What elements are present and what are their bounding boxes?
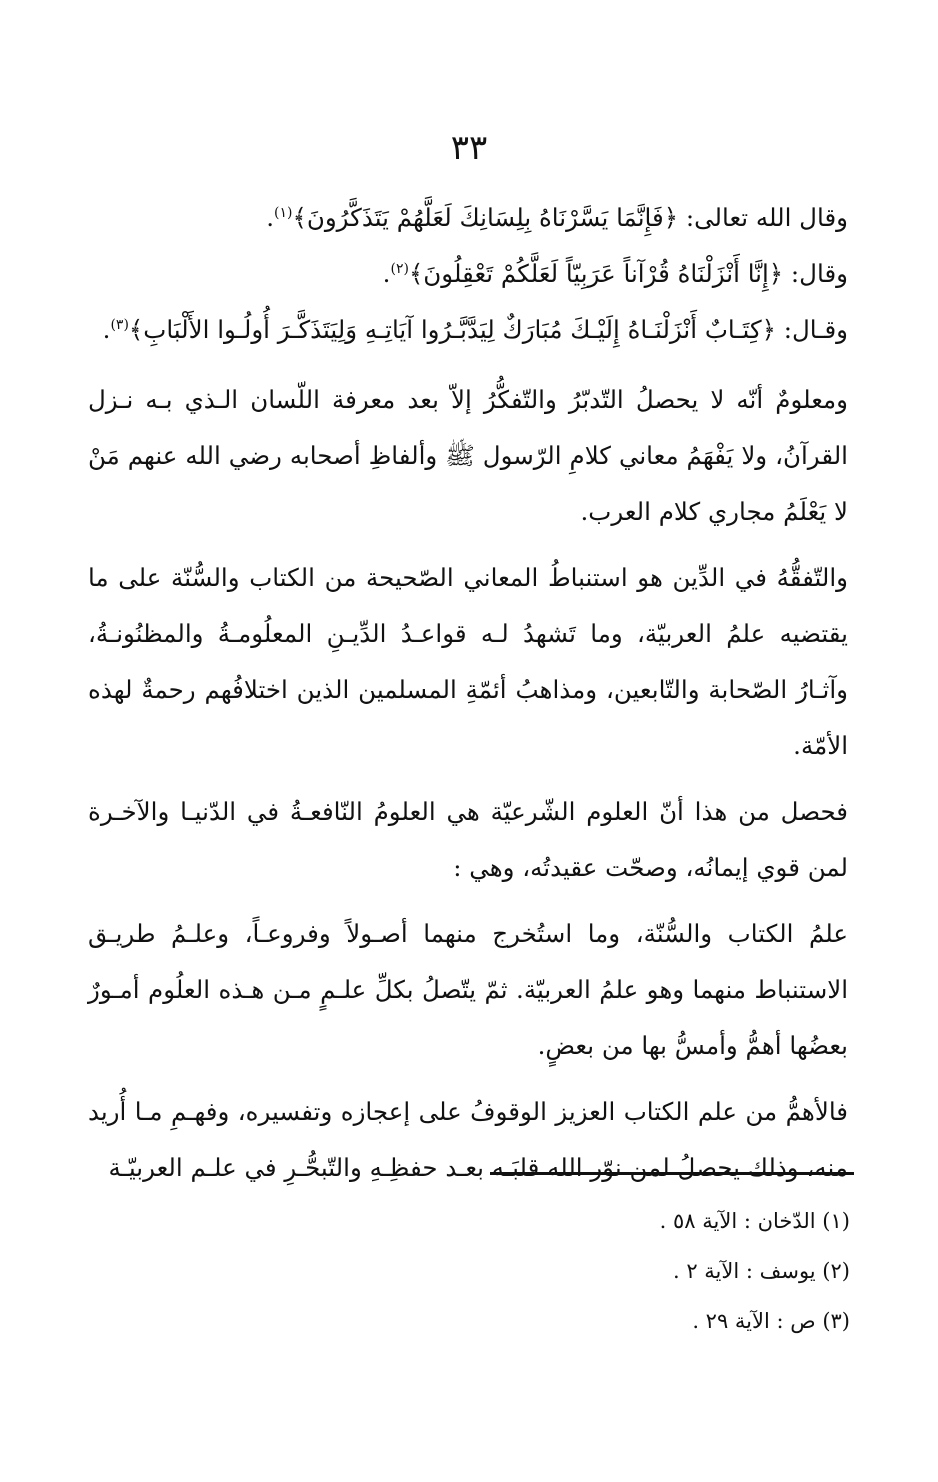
main-text — [88, 190, 848, 1206]
footnote-divider — [490, 1172, 854, 1175]
paragraph: فالأهمُّ من علم الكتاب العزيز الوقوفُ على إعجازه وتفسيره، وفهـمِ مـا أُريد منه، وذلك يحصلُ لمن نوّر الله قلبَـه بعـد حفظِـهِ والتّبحُّـرِ في علـم العربيّـة — [88, 1097, 848, 1182]
verse-end: . — [266, 203, 274, 232]
footnote: (٣) ص : الآية ٢٩ . — [692, 1309, 850, 1333]
footnote-reference[interactable]: (٢) — [390, 260, 409, 277]
paragraph: ومعلومٌ أنّه لا يحصلُ التّدبّرُ والتّفكُّرُ إلاّ بعد معرفة اللّسان الـذي بـه نـزل القرآنُ، ولا يَفْهَمُ معاني كلامِ الرّسول ﷺ وألفاظِ أصحابه رضي الله عنهم مَنْ لا يَعْلَمُ مجاري كلام العرب. — [88, 385, 848, 526]
verse-end: . — [102, 315, 111, 344]
paragraph: فحصل من هذا أنّ العلوم الشّرعيّة هي العلومُ النّافعـةُ في الدّنيـا والآخـرة لمن قوي إيمانُه، وصحّت عقيدتُه، وهي : — [88, 797, 848, 882]
footnote: (٢) يوسف : الآية ٢ . — [672, 1259, 850, 1283]
paragraph: علمُ الكتاب والسُّنّة، وما استُخرج منهما أصـولاً وفروعـاً، وعلـمُ طريـق الاستنباط منهما وهو علمُ العربيّة. ثمّ يتّصلُ بكلِّ علـمٍ مـن هـذه العلُوم أمـورٌ بعضُها أهمُّ وأمسُّ بها من بعضٍ. — [88, 919, 848, 1060]
quran-verse-quote — [88, 246, 848, 302]
paragraph: والتّفقُّهُ في الدِّين هو استنباطُ المعاني الصّحيحة من الكتاب والسُّنّة على ما يقتضيه علمُ العربيّة، وما تَشهدُ لـه قواعـدُ الدِّيـنِ المعلُومـةُ والمظنُونـةُ، وآثـارُ الصّحابة والتّابعين، ومذاهبُ أئمّةِ المسلمين الذين اختلافُهم رحمةٌ لهذه الأمّة. — [88, 563, 848, 760]
verse-text: ﴿إِنَّا أَنْزَلْنَاهُ قُرْآناً عَرَبِيّاً لَعَلَّكُمْ تَعْقِلُونَ﴾ — [408, 259, 784, 288]
footnote-reference[interactable]: (٣) — [110, 316, 129, 333]
footnote: (١) الدّخان : الآية ٥٨ . — [659, 1209, 850, 1233]
quran-verse-quote — [88, 190, 848, 246]
verse-text: ﴿فَإِنَّمَا يَسَّرْنَاهُ بِلِسَانِكَ لَعَلَّهُمْ يَتَذَكَّرُونَ﴾ — [292, 203, 679, 232]
verse-text: ﴿كِتَـابٌ أَنْزَلْنَـاهُ إِلَيْـكَ مُبَارَكٌ لِيَدَّبَّـرُوا آيَاتِـهِ وَلِيَتَذَكَّـرَ أُولُـوا الأَلْبَابِ﴾ — [128, 315, 776, 344]
verse-intro: وقال الله تعالى: — [678, 203, 848, 232]
page-number: ٣٣ — [450, 128, 488, 168]
verse-intro: وقال: — [783, 259, 848, 288]
footnote-reference[interactable]: (١) — [274, 204, 293, 221]
quran-verse-quote — [88, 302, 848, 358]
verse-end: . — [382, 259, 391, 288]
verse-intro: وقـال: — [775, 315, 848, 344]
footnotes — [88, 1196, 850, 1346]
